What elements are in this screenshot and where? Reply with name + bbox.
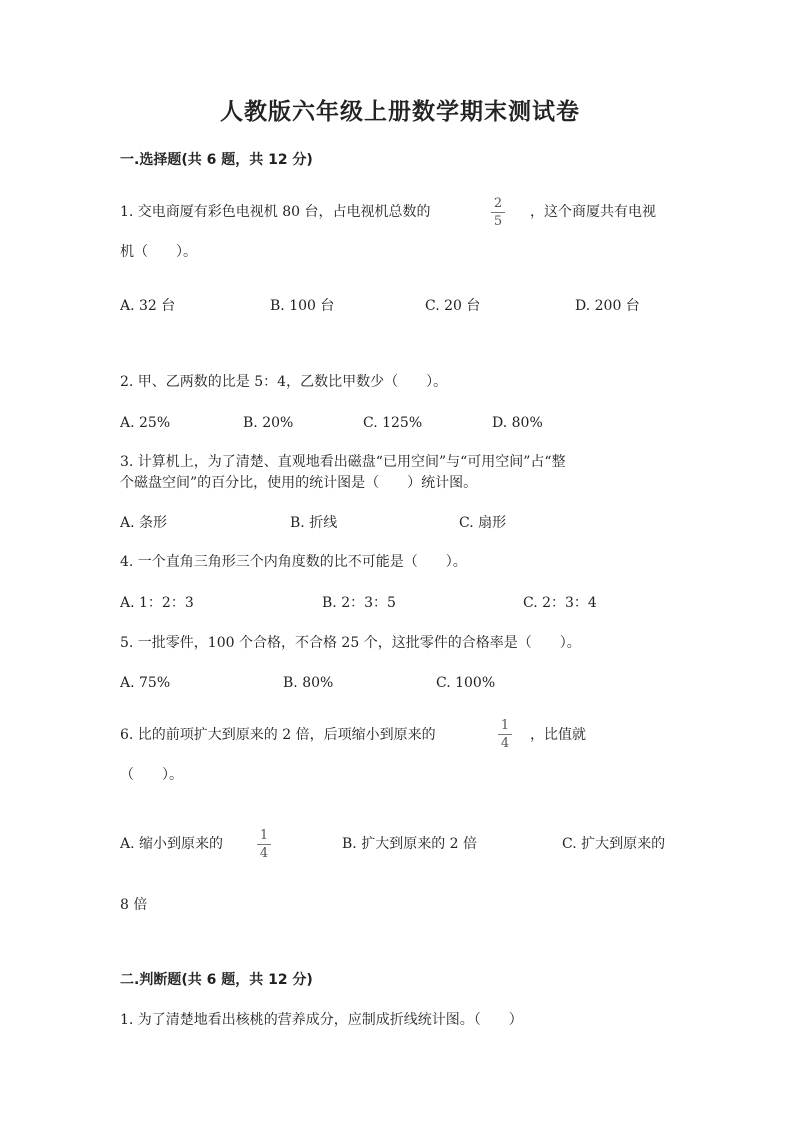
- question-2-option-d: D. 80%: [492, 415, 543, 431]
- question-1-text-line2: 机（ ）。: [120, 244, 197, 260]
- question-6-option-b: B. 扩大到原来的 2 倍: [342, 836, 477, 852]
- question-5-option-c: C. 100%: [436, 675, 496, 691]
- question-5-option-a: A. 75%: [120, 675, 171, 691]
- question-4-option-c: C. 2：3：4: [523, 595, 597, 611]
- question-1-text: 1. 交电商厦有彩色电视机 80 台，占电视机总数的: [120, 204, 431, 220]
- question-6-text-after: ，比值就: [530, 727, 586, 743]
- judgement-question-1-text: 1. 为了清楚地看出核桃的营养成分，应制成折线统计图。（ ）: [120, 1012, 523, 1028]
- fraction-denominator: 5: [493, 214, 503, 229]
- question-6-text-line2: （ ）。: [120, 767, 183, 783]
- section-heading-choice: 一.选择题(共 6 题，共 12 分): [120, 152, 313, 168]
- fraction-numerator: 2: [493, 196, 503, 211]
- question-6-text: 6. 比的前项扩大到原来的 2 倍，后项缩小到原来的: [120, 727, 436, 743]
- question-3-text-line1: 3. 计算机上，为了清楚、直观地看出磁盘“已用空间”与“可用空间”占“整: [120, 454, 566, 470]
- question-4-text: 4. 一个直角三角形三个内角度数的比不可能是（ ）。: [120, 554, 467, 570]
- question-2-text: 2. 甲、乙两数的比是 5：4，乙数比甲数少（ ）。: [120, 374, 448, 390]
- page-title: 人教版六年级上册数学期末测试卷: [220, 99, 580, 125]
- fraction-numerator: 1: [259, 828, 269, 843]
- question-1-option-c: C. 20 台: [425, 298, 481, 314]
- question-1-option-b: B. 100 台: [270, 298, 335, 314]
- question-3-option-b: B. 折线: [290, 515, 338, 531]
- question-4-option-a: A. 1：2：3: [120, 595, 194, 611]
- question-6-option-a: A. 缩小到原来的: [120, 836, 224, 852]
- question-6-option-a-fraction: [254, 828, 274, 861]
- question-1-fraction: [488, 196, 508, 229]
- question-3-text-line2: 个磁盘空间”的百分比，使用的统计图是（ ）统计图。: [120, 475, 478, 491]
- question-2-option-b: B. 20%: [243, 415, 294, 431]
- fraction-bar: [498, 734, 512, 735]
- fraction-bar: [257, 844, 271, 845]
- question-3-option-c: C. 扇形: [459, 515, 507, 531]
- fraction-bar: [491, 212, 505, 213]
- question-4-option-b: B. 2：3：5: [322, 595, 396, 611]
- question-5-option-b: B. 80%: [283, 675, 334, 691]
- question-2-option-a: A. 25%: [120, 415, 171, 431]
- question-1-option-d: D. 200 台: [575, 298, 640, 314]
- fraction-numerator: 1: [500, 718, 510, 733]
- question-5-text: 5. 一批零件，100 个合格，不合格 25 个，这批零件的合格率是（ ）。: [120, 635, 581, 651]
- question-1-option-a: A. 32 台: [120, 298, 176, 314]
- question-6-option-c-continued: 8 倍: [120, 897, 148, 913]
- question-6-fraction: [495, 718, 515, 751]
- question-1-text-after: ，这个商厦共有电视: [530, 204, 656, 220]
- question-3-option-a: A. 条形: [120, 515, 168, 531]
- question-2-option-c: C. 125%: [363, 415, 423, 431]
- fraction-denominator: 4: [259, 846, 269, 861]
- fraction-denominator: 4: [500, 736, 510, 751]
- question-6-option-c: C. 扩大到原来的: [562, 836, 666, 852]
- section-heading-judgement: 二.判断题(共 6 题，共 12 分): [120, 972, 313, 988]
